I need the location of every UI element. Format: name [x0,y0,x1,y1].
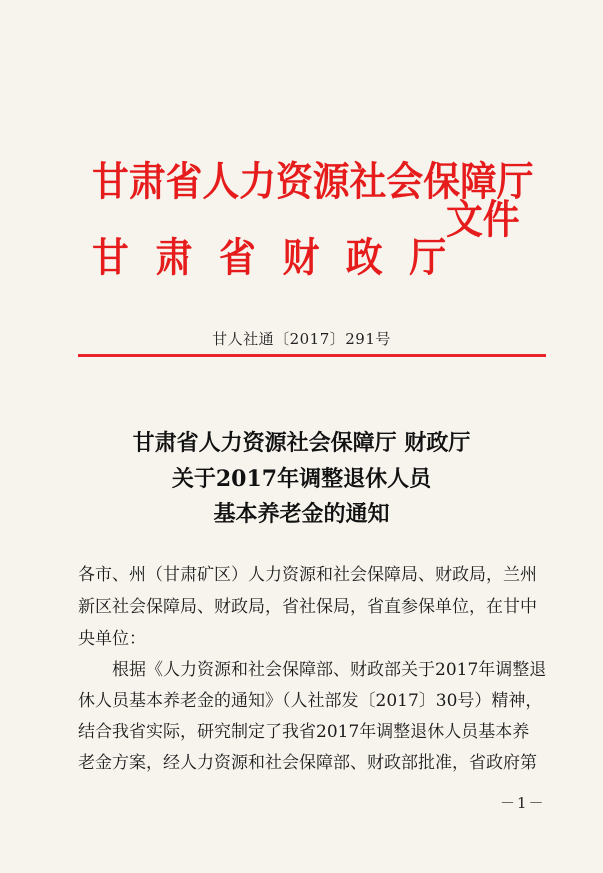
page-number: －1－ [500,794,546,812]
addressee-line-2: 新区社会保障局、财政局，省社保局，省直参保单位，在甘中 [78,597,537,617]
document-number: 甘人社通〔2017〕291号 [212,330,391,348]
issuing-org-2: 甘肃省财政厅 [92,234,473,281]
title-line-3: 基本养老金的通知 [213,501,390,527]
paragraph-line-3: 结合我省实际，研究制定了我省2017年调整退休人员基本养 [78,722,530,742]
paragraph-line-2: 休人员基本养老金的通知》（人社部发〔2017〕30号）精神， [78,691,543,711]
title-line-2: 关于2017年调整退休人员 [171,466,432,492]
paragraph-line-1: 根据《人力资源和社会保障部、财政部关于2017年调整退 [112,660,547,680]
document-type-label: 文件 [446,196,520,243]
issuing-org-1: 甘肃省人力资源社会保障厅 [92,158,534,205]
addressee-line-1: 各市、州（甘肃矿区）人力资源和社会保障局、财政局，兰州 [78,565,537,585]
paragraph-line-4: 老金方案，经人力资源和社会保障部、财政部批准，省政府第 [78,753,537,773]
red-divider-rule [78,354,546,357]
addressee-line-3: 央单位： [78,629,146,649]
title-line-1: 甘肃省人力资源社会保障厅 财政厅 [132,430,471,456]
